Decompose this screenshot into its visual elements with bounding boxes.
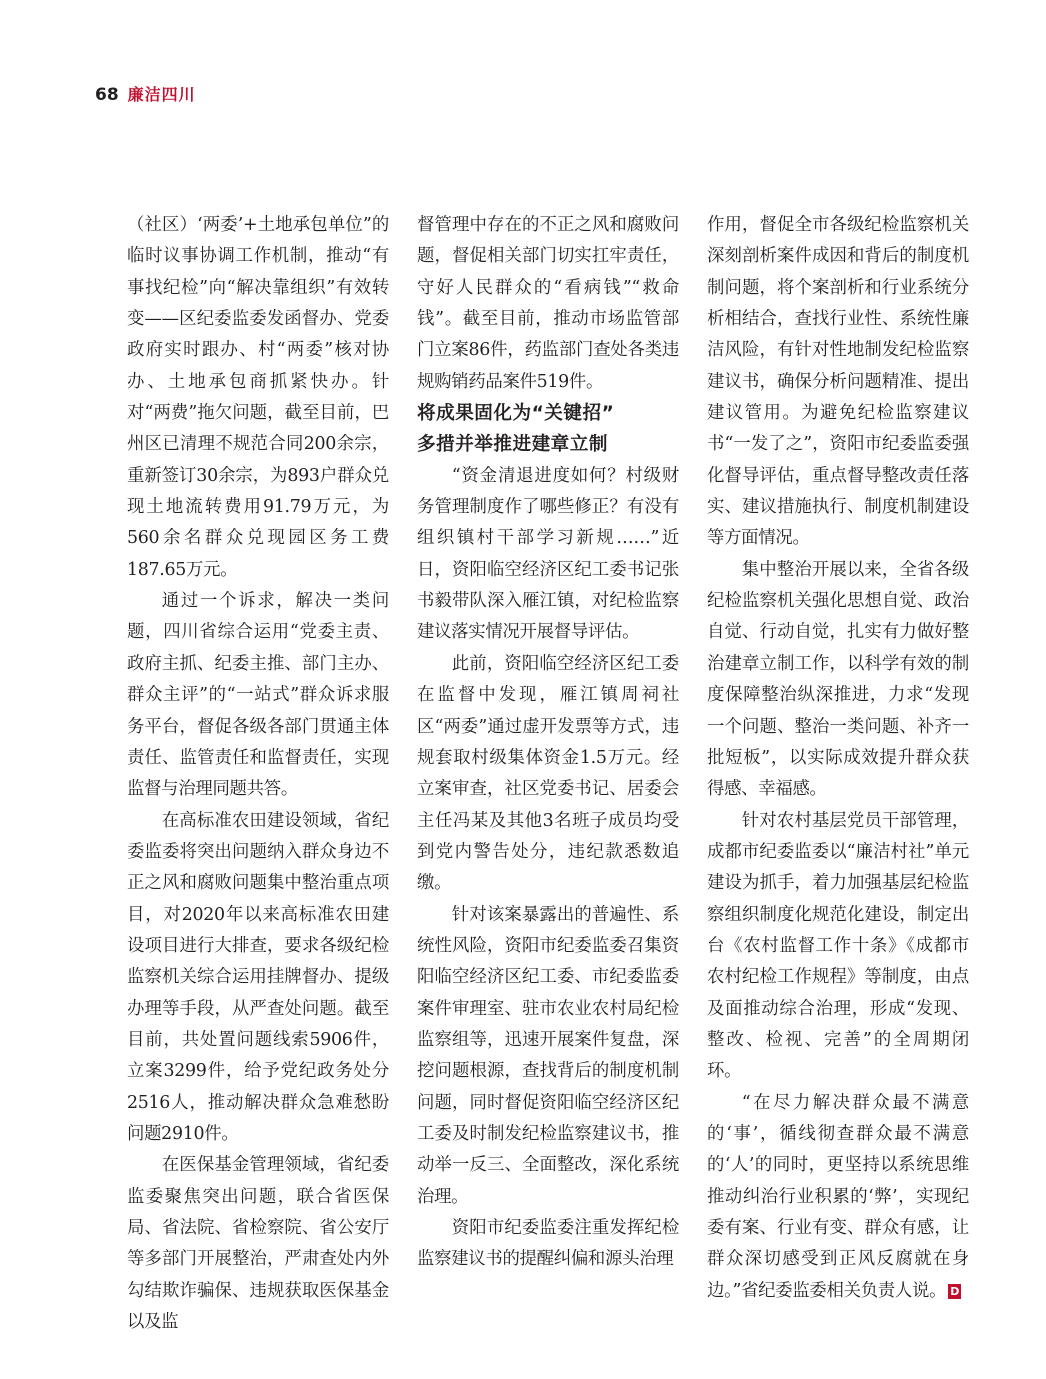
paragraph: 针对农村基层党员干部管理，成都市纪委监委以“廉洁村社”单元建设为抓手，着力加强基层纪检监察组织制度化规范化建设，制定出台《农村监督工作十条》《成都市农村纪检工作规程》等制度，由点及面推动综合治理，形成“发现、整改、检视、完善”的全周期闭环。 — [707, 810, 969, 1082]
paragraph: 在高标准农田建设领域，省纪委监委将突出问题纳入群众身边不正之风和腐败问题集中整治重点项目，对2020年以来高标准农田建设项目进行大排查，要求各级纪检监察机关综合运用挂牌督办、提级办理等手段，从严查处问题。截至目前，共处置问题线索5906件，立案3299件，给予党纪政务处分2516人，推动解决群众急难愁盼问题2910件。 — [127, 810, 389, 1144]
paragraph-final — [707, 1088, 969, 1307]
final-paragraph-text: “在尽力解决群众最不满意的‘事’，循线彻查群众最不满意的‘人’的同时，更坚持以系统思维推动纠治行业积累的‘弊’，实现纪委有案、行业有变、群众有感，让群众深切感受到正风反腐就在身边。”省纪委监委相关负责人说。 — [707, 1092, 969, 1301]
paragraph: 集中整治开展以来，全省各级纪检监察机关强化思想自觉、政治自觉、行动自觉，扎实有力做好整治建章立制工作，以科学有效的制度保障整治纵深推进，力求“发现一个问题、整治一类问题、补齐一批短板”，以实际成效提升群众获得感、幸福感。 — [707, 559, 969, 800]
section-heading-line-2: 多措并举推进建章立制 — [417, 434, 608, 456]
page-header — [95, 82, 196, 105]
paragraph: 针对该案暴露出的普遍性、系统性风险，资阳市纪委监委召集资阳临空经济区纪工委、市纪委监委案件审理室、驻市农业农村局纪检监察组等，迅速开展案件复盘，深挖问题根源，查找背后的制度机制问题，同时督促资阳临空经济区纪工委及时制发纪检监察建议书，推动举一反三、全面整改，深化系统治理。 — [417, 904, 679, 1207]
article-end-mark: D — [948, 1284, 961, 1299]
paragraph: “资金清退进度如何？村级财务管理制度作了哪些修正？有没有组织镇村干部学习新规……”近日，资阳临空经济区纪工委书记张书毅带队深入雁江镇，对纪检监察建议落实情况开展督导评估。 — [417, 465, 679, 643]
paragraph: 作用，督促全市各级纪检监察机关深刻剖析案件成因和背后的制度机制问题，将个案剖析和行业系统分析相结合，查找行业性、系统性廉洁风险，有针对性地制发纪检监察建议书，确保分析问题精准、提出建议管用。为避免纪检监察建议书“一发了之”，资阳市纪委监委强化督导评估，重点督导整改责任落实、建议措施执行、制度机制建设等方面情况。 — [707, 215, 969, 549]
text-column-3 — [707, 210, 969, 1307]
paragraph: 此前，资阳临空经济区纪工委在监督中发现，雁江镇周祠社区“两委”通过虚开发票等方式，违规套取村级集体资金1.5万元。经立案审查，社区党委书记、居委会主任冯某及其他3名班子成员均受到党内警告处分，违纪款悉数追缴。 — [417, 653, 679, 894]
magazine-title: 廉洁四川 — [127, 85, 196, 104]
paragraph: 通过一个诉求，解决一类问题，四川省综合运用“党委主责、政府主抓、纪委主推、部门主办、群众主评”的“一站式”群众诉求服务平台，督促各级各部门贯通主体责任、监管责任和监督责任，实现监督与治理同题共答。 — [127, 591, 389, 800]
paragraph: 督管理中存在的不正之风和腐败问题，督促相关部门切实扛牢责任，守好人民群众的“看病钱”“救命钱”。截至目前，推动市场监管部门立案86件，药监部门查处各类违规购销药品案件519件。 — [417, 215, 679, 392]
page-number: 68 — [95, 85, 119, 105]
text-column-2 — [417, 210, 679, 1276]
section-heading-line-1: 将成果固化为“关键招” — [417, 403, 615, 425]
paragraph: （社区）‘两委’+土地承包单位”的临时议事协调工作机制，推动“有事找纪检”向“解决靠组织”有效转变——区纪委监委发函督办、党委政府实时跟办、村“两委”核对协办、土地承包商抓紧快办。针对“两费”拖欠问题，截至目前，巴州区已清理不规范合同200余宗，重新签订30余宗，为893户群众兑现土地流转费用91.79万元，为560余名群众兑现园区务工费187.65万元。 — [127, 215, 389, 580]
paragraph: 资阳市纪委监委注重发挥纪检监察建议书的提醒纠偏和源头治理 — [417, 1218, 679, 1270]
text-column-1 — [127, 210, 389, 1338]
paragraph: 在医保基金管理领域，省纪委监委聚焦突出问题，联合省医保局、省法院、省检察院、省公安厅等多部门开展整治，严肃查处内外勾结欺诈骗保、违规获取医保基金以及监 — [127, 1155, 389, 1333]
